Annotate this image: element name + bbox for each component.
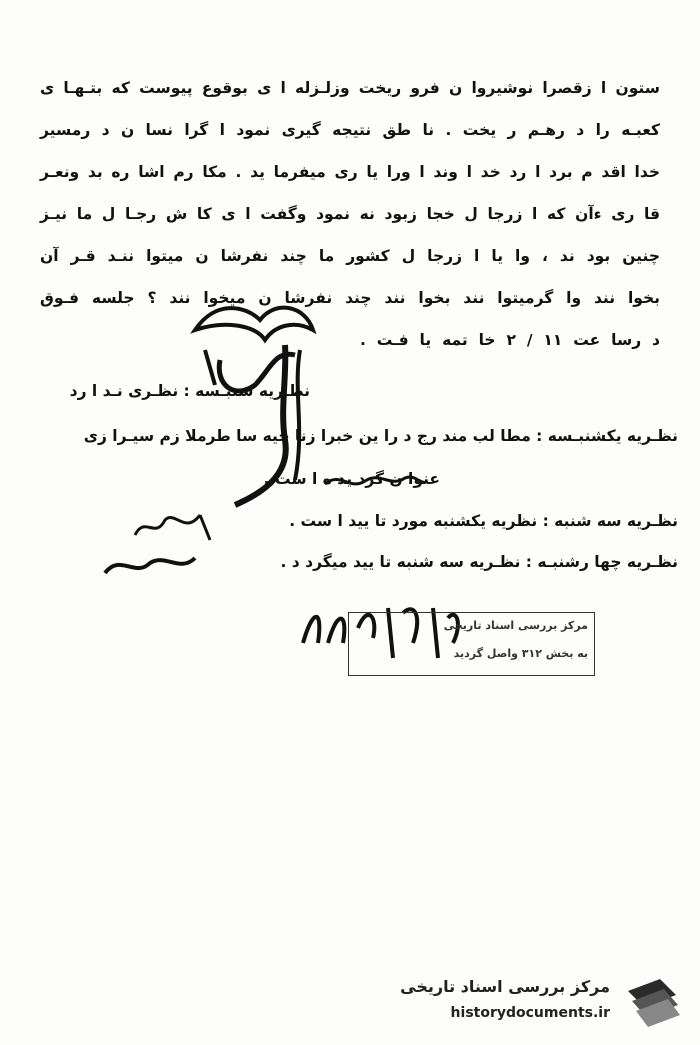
footer-website: historydocuments.ir bbox=[450, 1005, 610, 1021]
opinion-sunday: نظـریه یکشنبـسه : مطا لب مند رج د را ین خبرا زنا حیه سا طرملا زم سیـرا زی bbox=[83, 427, 678, 445]
opinion-wednesday: نظـریه چها رشنبـه : نظـریه سه شنبه تا یید میگرد د . bbox=[280, 553, 678, 571]
footer-org-name: مرکز بررسی اسناد تاریخی bbox=[400, 977, 610, 996]
stamp-line: مرکز بررسی اسناد تاریخی bbox=[443, 619, 588, 632]
signature-scribble bbox=[130, 505, 220, 545]
signature-scribble bbox=[320, 466, 430, 496]
opinion-tuesday: نظـریه سه شنبه : نظریه یکشنبه مورد تا یید ا ست . bbox=[289, 512, 678, 530]
stamp-line: به بخش ۳۱۲ واصل گردید bbox=[453, 647, 588, 660]
document-page: ستون ا زقصرا نوشیروا ن فرو ریخت وزلـزله ا ی بوقوع پیوست که بتـهـا ی کعبـه را د رهـم ر یخت . نا طق نتیجه گیری نمود ا گرا نسا ن د رمسیر خدا اقد م برد ا رد خد ا وند ا ورا یا ری میفرما ید . مکا رم اشا ره بد ونعـر قا ری ءآن که ا زرجا ل خجا زبود نه نمود وگفت ا ی کا ش رجـا ل ما نیـز چنین بود ند ، وا یا ا زرجا ل کشور ما چند نفرشا ن میتوا ننـد قـر آن بخوا نند وا گرمیتوا نند بخوا نند چند نفرشا ن میخوا نند ؟ جلسه فـوق د رسا عت ۱۱ / ۲ خا تمه یا فـت . نظـریه شنبـسه : نظـری نـد ا رد نظـریه یکشنبـسه : مطا لب مند رج د را ین خبرا زنا حیه سا طرملا زم سیـرا زی عنوا ن گرد ید ه ا ست . نظـریه سه شنبه : نظریه یکشنبه مورد تا یید ا ست . نظـریه چها رشنبـه : نظـریه سه شنبه تا یید میگرد د . مرکز بررسی اسناد تاریخی به بخش ۳۱۲ واصل گردید مرکز بررسی اسناد تاریخی historydocuments.ir bbox=[0, 0, 700, 1045]
handwritten-number-mark bbox=[175, 290, 325, 530]
signature-scribble bbox=[100, 548, 200, 583]
archive-logo-icon bbox=[620, 971, 682, 1033]
footer-watermark bbox=[382, 971, 682, 1033]
opinion-saturday: نظـریه شنبـسه : نظـری نـد ا رد bbox=[69, 382, 310, 400]
receipt-stamp bbox=[348, 612, 595, 676]
opinion-sunday-continued: عنوا ن گرد ید ه ا ست . bbox=[263, 470, 440, 488]
